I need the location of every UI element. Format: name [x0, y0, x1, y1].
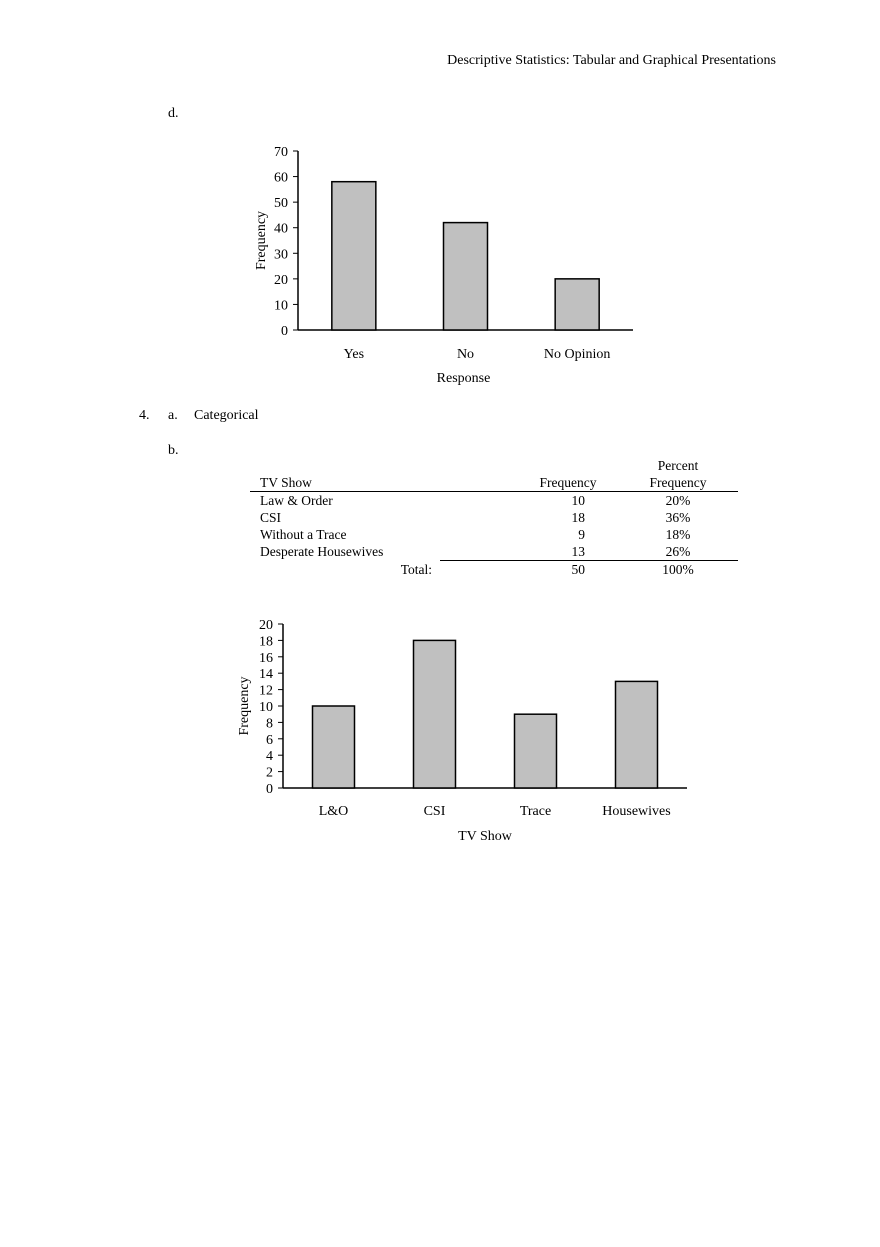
y-tick-label: 0 — [281, 324, 288, 339]
bar-housewives — [616, 681, 658, 788]
y-tick-label: 20 — [274, 272, 288, 288]
header-percent: Percent — [657, 458, 699, 473]
y-tick-label: 40 — [274, 221, 288, 237]
x-tick-label: Trace — [519, 804, 552, 819]
part-d-label: d. — [168, 106, 179, 121]
table-row: Law & Order 10 20% — [260, 493, 691, 508]
y-tick-label: 60 — [274, 170, 288, 186]
y-tick-label: 50 — [274, 196, 288, 212]
y-tick-label: 10 — [274, 298, 288, 314]
x-axis-title: TV Show — [458, 829, 512, 844]
y-tick-label: 6 — [266, 732, 273, 748]
y-tick-label: 0 — [266, 782, 273, 797]
x-tick-label: L&O — [318, 804, 349, 819]
y-axis-title: Frequency — [254, 210, 269, 271]
question-4b-label: b. — [168, 443, 179, 458]
header-frequency: Frequency — [518, 474, 618, 492]
x-tick-label: Yes — [343, 347, 365, 362]
question-4a-label: a. — [168, 408, 178, 423]
x-tick-label: Housewives — [602, 804, 671, 819]
y-tick-label: 70 — [274, 145, 288, 160]
tv-show-bar-chart — [0, 600, 880, 860]
y-tick-label: 18 — [259, 634, 273, 650]
y-tick-label: 16 — [259, 650, 273, 666]
response-bar-chart — [0, 0, 880, 400]
y-tick-label: 20 — [259, 618, 273, 633]
bar-l-o — [313, 706, 355, 788]
bar-yes — [332, 182, 376, 330]
y-tick-label: 4 — [266, 749, 273, 765]
table-total-row — [250, 561, 738, 579]
x-tick-label: No Opinion — [543, 347, 611, 362]
bar-no — [444, 223, 488, 330]
total-frequency: 50 — [571, 562, 585, 577]
question-4-number: 4. — [139, 408, 150, 423]
x-axis-title: Response — [436, 371, 491, 386]
table-row: Desperate Housewives 13 26% — [250, 543, 738, 561]
y-tick-label: 12 — [259, 683, 273, 699]
header-percent-frequency: Frequency — [618, 474, 738, 492]
header-tv-show: TV Show — [250, 474, 440, 492]
bar-no-opinion — [555, 279, 599, 330]
y-tick-label: 30 — [274, 247, 288, 263]
bar-trace — [515, 714, 557, 788]
table-row: CSI 18 36% — [260, 510, 691, 525]
y-tick-label: 2 — [266, 765, 273, 781]
bar-csi — [414, 640, 456, 788]
y-tick-label: 14 — [259, 667, 273, 683]
total-percent: 100% — [662, 562, 694, 577]
y-axis-title: Frequency — [237, 676, 252, 736]
x-tick-label: CSI — [423, 804, 446, 819]
page-header: Descriptive Statistics: Tabular and Graphical Presentations — [447, 53, 776, 68]
question-4a-answer: Categorical — [194, 408, 259, 423]
y-tick-label: 10 — [259, 700, 273, 715]
y-tick-label: 8 — [266, 716, 273, 732]
table-row: Without a Trace 9 18% — [260, 527, 691, 542]
total-label: Total: — [400, 561, 432, 577]
tv-show-frequency-table — [250, 457, 738, 578]
x-tick-label: No — [456, 347, 475, 362]
